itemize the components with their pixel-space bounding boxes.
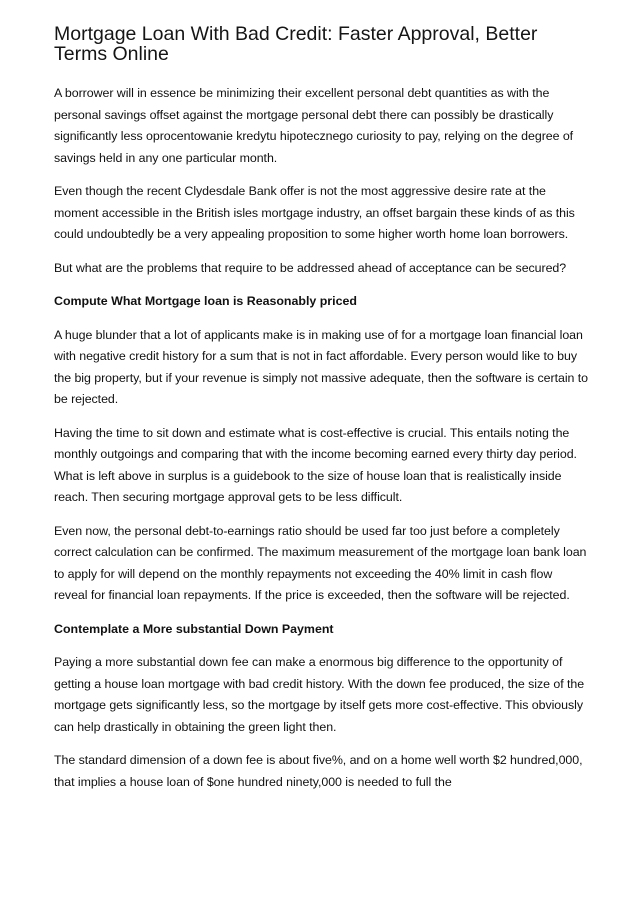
section-heading: Contemplate a More substantial Down Payment bbox=[54, 621, 334, 636]
paragraph: But what are the problems that require to be addressed ahead of acceptance can be secured? bbox=[54, 260, 567, 275]
paragraph: Even though the recent Clydesdale Bank offer is not the most aggressive desire rate at the moment accessible in the British isles mortgage industry, an offset bargain these kinds of as this could undoubtedly be a very appealing proposition to some higher worth home loan borrowers. bbox=[54, 184, 575, 241]
paragraph: Having the time to sit down and estimate what is cost-effective is crucial. This entails noting the monthly outgoings and comparing that with the income becoming earned every thirty day period. What is left above in surplus is a guidebook to the size of house loan that is realistically inside reach. Then securing mortgage approval gets to be less difficult. bbox=[54, 425, 577, 504]
paragraph: A borrower will in essence be minimizing their excellent personal debt quantities as with the personal savings offset against the mortgage personal debt there can possibly be drastically significantly less oprocentowanie kredytu hipotecznego curiosity to pay, relying on the degree of savings held in any one particular month. bbox=[54, 86, 574, 165]
paragraph: The standard dimension of a down fee is about five%, and on a home well worth $2 hundred,000, that implies a house loan of $one hundred ninety,000 is needed to full the bbox=[54, 753, 583, 789]
paragraph: Paying a more substantial down fee can make a enormous big difference to the opportunity of getting a house loan mortgage with bad credit history. With the down fee produced, the size of the mortgage gets significantly less, so the mortgage by itself gets more cost-effective. This obviously can help drastically in obtaining the green light then. bbox=[54, 655, 585, 734]
document-title: Mortgage Loan With Bad Credit: Faster Approval, Better Terms Online bbox=[54, 23, 538, 65]
paragraph: A huge blunder that a lot of applicants make is in making use of for a mortgage loan financial loan with negative credit history for a sum that is not in fact affordable. Every person would like to buy the big property, but if your revenue is simply not massive adequate, then the software is certain to be rejected. bbox=[54, 327, 588, 406]
paragraph: Even now, the personal debt-to-earnings ratio should be used far too just before a completely correct calculation can be confirmed. The maximum measurement of the mortgage loan bank loan to apply for will depend on the monthly repayments not exceeding the 40% limit in cash flow reveal for financial loan repayments. If the price is exceeded, then the software will be rejected. bbox=[54, 523, 587, 602]
section-heading: Compute What Mortgage loan is Reasonably priced bbox=[54, 294, 357, 308]
document-page bbox=[54, 24, 588, 805]
